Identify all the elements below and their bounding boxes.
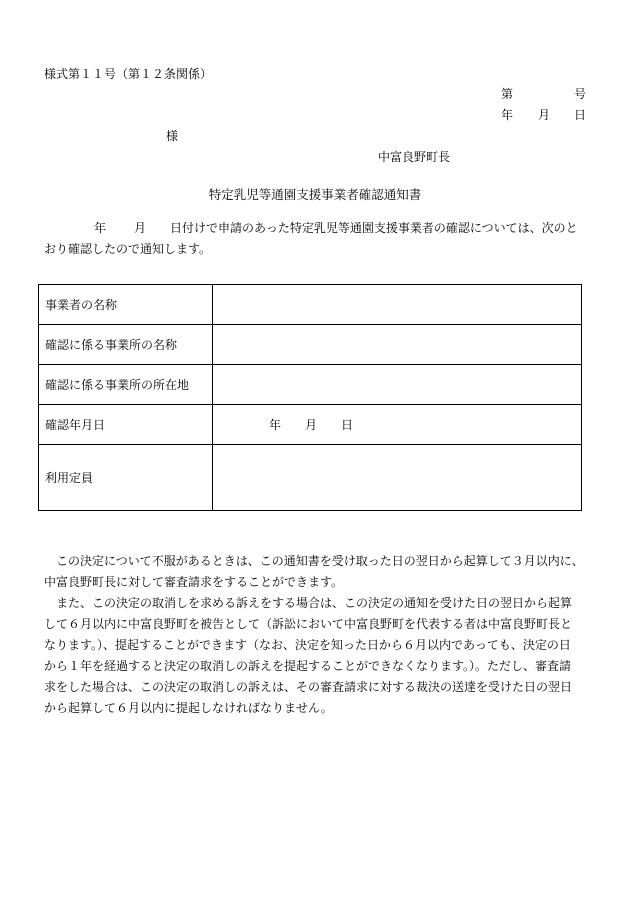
notice-line: また、この決定の取消しを求める訴えをする場合は、この決定の通知を受けた日の翌日から起算 [56, 596, 573, 610]
document-number-suffix: 号 [574, 87, 587, 101]
table-row [39, 285, 582, 325]
intro-text-line2: おり確認したので通知します。 [44, 242, 212, 256]
row-value-facility-address [213, 365, 582, 405]
row-value-confirmation-date [213, 405, 582, 445]
notice-line: この決定について不服があるときは、この通知書を受け取った日の翌日から起算して３月以内に、 [56, 554, 584, 568]
intro-year: 年 [94, 221, 107, 235]
notice-line: から起算して６月以内に提起しなければなりません。 [44, 701, 333, 715]
table-row [39, 325, 582, 365]
row-value-business-name [213, 285, 582, 325]
issue-date-month: 月 [538, 108, 551, 122]
document-title: 特定乳児等通園支援事業者確認通知書 [208, 187, 422, 202]
row-label-facility-name: 確認に係る事業所の名称 [39, 325, 213, 365]
confirmation-year: 年 [269, 417, 282, 432]
notice-line: 求をした場合は、この決定の取消しの訴えは、その審査請求に対する裁決の送達を受けた日の翌日 [44, 680, 573, 694]
row-label-confirmation-date: 確認年月日 [39, 405, 213, 445]
issue-date-day: 日 [574, 108, 587, 122]
document-number-prefix: 第 [501, 87, 514, 101]
intro-paragraph [44, 218, 592, 260]
confirmation-month: 月 [305, 417, 318, 432]
confirmation-day: 日 [341, 417, 354, 432]
table-row [39, 405, 582, 445]
row-value-capacity [213, 445, 582, 511]
intro-text-line1: 日付けで申請のあった特定乳児等通園支援事業者の確認については、次のと [170, 221, 578, 235]
confirmation-table [38, 284, 582, 511]
row-label-business-name: 事業者の名称 [39, 285, 213, 325]
notice-line: して６月以内に中富良野町を被告として（訴訟において中富良野町を代表する者は中富良野町長と [44, 617, 573, 631]
row-label-capacity: 利用定員 [39, 445, 213, 511]
row-label-facility-address: 確認に係る事業所の所在地 [39, 365, 213, 405]
appeal-notice [44, 551, 592, 719]
row-value-facility-name [213, 325, 582, 365]
notice-line: なります。）、提起することができます（なお、決定を知った日から６月以内であっても、決定の日 [44, 638, 571, 652]
notice-line: 中富良野町長に対して審査請求をすることができます。 [44, 575, 344, 589]
issuer-name: 中富良野町長 [378, 150, 451, 164]
notice-line: から１年を経過すると決定の取消しの訴えを提起することができなくなります。）。ただし、審査請 [44, 659, 572, 673]
intro-month: 月 [134, 221, 147, 235]
table-row [39, 445, 582, 511]
issue-date-year: 年 [501, 108, 514, 122]
table-row [39, 365, 582, 405]
addressee-honorific: 様 [166, 129, 179, 143]
form-number: 様式第１１号（第１２条関係） [44, 67, 213, 81]
